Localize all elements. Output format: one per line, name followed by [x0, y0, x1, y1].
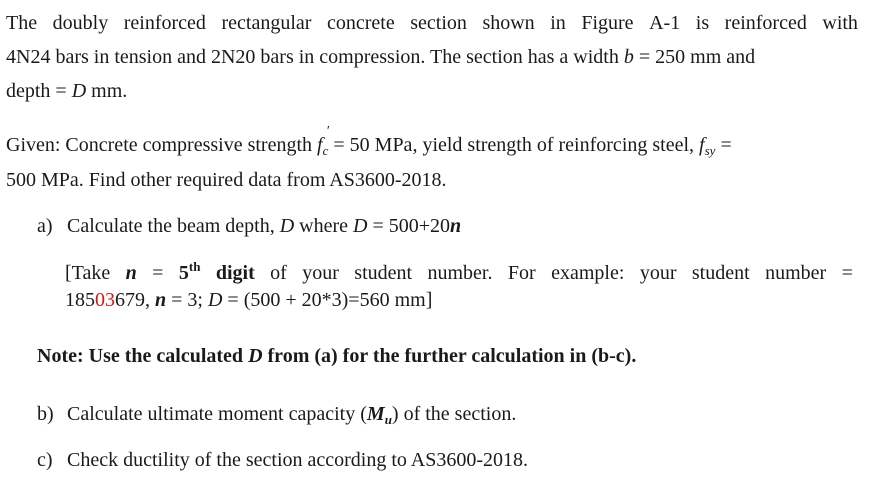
- word: of: [270, 262, 287, 284]
- text: =: [715, 134, 732, 156]
- fc-subscript: c: [322, 143, 329, 158]
- word: =: [152, 262, 164, 284]
- variable-n: n: [155, 289, 167, 311]
- text: 4N24 bars in tension and 2N20 bars in compression. The section has a width: [6, 46, 624, 68]
- word: number: [765, 262, 827, 284]
- variable-D: D: [279, 215, 295, 237]
- variable-D: D: [248, 345, 263, 367]
- part-c: [37, 450, 528, 470]
- word: shown: [482, 12, 535, 34]
- text: depth =: [6, 80, 72, 102]
- given-line-1: [6, 124, 732, 158]
- digit-base: 5: [178, 262, 189, 284]
- variable-D: D: [207, 289, 223, 311]
- part-b: [37, 403, 517, 427]
- prime-mark: ′: [326, 124, 330, 139]
- text: mm.: [86, 80, 128, 102]
- word: your: [639, 262, 677, 284]
- intro-line-2: [6, 47, 755, 67]
- word: doubly: [52, 12, 109, 34]
- take-line-2: [65, 290, 432, 310]
- word: student: [691, 262, 750, 284]
- text: Note: Use the calculated: [37, 345, 249, 367]
- word: student: [354, 262, 413, 284]
- fifth-label: [178, 259, 201, 284]
- word: digit: [215, 262, 255, 284]
- text: ) of the section.: [391, 403, 517, 425]
- text: Calculate the beam depth,: [67, 215, 280, 237]
- fc-symbol: [317, 124, 330, 156]
- intro-line-1: [6, 13, 858, 33]
- text: 500 MPa. Find other required data from AS3600-2018.: [6, 169, 447, 191]
- word: rectangular: [221, 12, 312, 34]
- word: A-1: [649, 12, 681, 34]
- variable-n: n: [125, 262, 137, 284]
- text: 679,: [115, 289, 155, 311]
- fsy-f: f: [699, 134, 705, 156]
- variable-n: n: [450, 215, 462, 237]
- text: = 3;: [166, 289, 208, 311]
- text: = 250 mm and: [633, 46, 756, 68]
- note-line: [37, 346, 636, 366]
- word: Figure: [581, 12, 634, 34]
- word: section: [410, 12, 467, 34]
- variable-M: M: [366, 403, 385, 425]
- digit-superscript: th: [188, 259, 201, 274]
- text: Given: Concrete compressive strength: [6, 134, 318, 156]
- word: =: [841, 262, 853, 284]
- intro-line-3: [6, 81, 127, 101]
- word: reinforced: [123, 12, 206, 34]
- f-letter: f: [317, 134, 323, 156]
- word: For: [507, 262, 536, 284]
- highlighted-digits: 03: [95, 289, 115, 311]
- text: Calculate ultimate moment capacity (: [67, 403, 367, 425]
- word: number.: [427, 262, 493, 284]
- text: 185: [65, 289, 95, 311]
- part-b-marker: b): [37, 403, 54, 425]
- part-a-marker: a): [37, 215, 53, 237]
- part-c-marker: c): [37, 449, 53, 471]
- text: where: [294, 215, 354, 237]
- fsy-subscript: sy: [704, 143, 716, 158]
- text: Check ductility of the section according to AS3600-2018.: [67, 449, 529, 471]
- text: = 50 MPa, yield strength of reinforcing steel,: [328, 134, 700, 156]
- take-line-1: [65, 259, 853, 284]
- variable-b: b: [623, 46, 634, 68]
- part-a: [37, 216, 461, 236]
- word: in: [550, 12, 566, 34]
- M-subscript: u: [384, 412, 392, 427]
- word: reinforced: [724, 12, 807, 34]
- text: = 500+20: [367, 215, 451, 237]
- word: The: [6, 12, 38, 34]
- word: your: [302, 262, 339, 284]
- variable-D: D: [353, 215, 368, 237]
- word: [Take: [65, 262, 111, 284]
- variable-D: D: [71, 80, 87, 102]
- word: with: [822, 12, 858, 34]
- word: example:: [551, 262, 625, 284]
- text: = (500 + 20*3)=560 mm]: [222, 289, 433, 311]
- given-line-2: [6, 170, 447, 190]
- word: concrete: [326, 12, 395, 34]
- word: is: [695, 12, 710, 34]
- text: from (a) for the further calculation in (b-c).: [262, 345, 637, 367]
